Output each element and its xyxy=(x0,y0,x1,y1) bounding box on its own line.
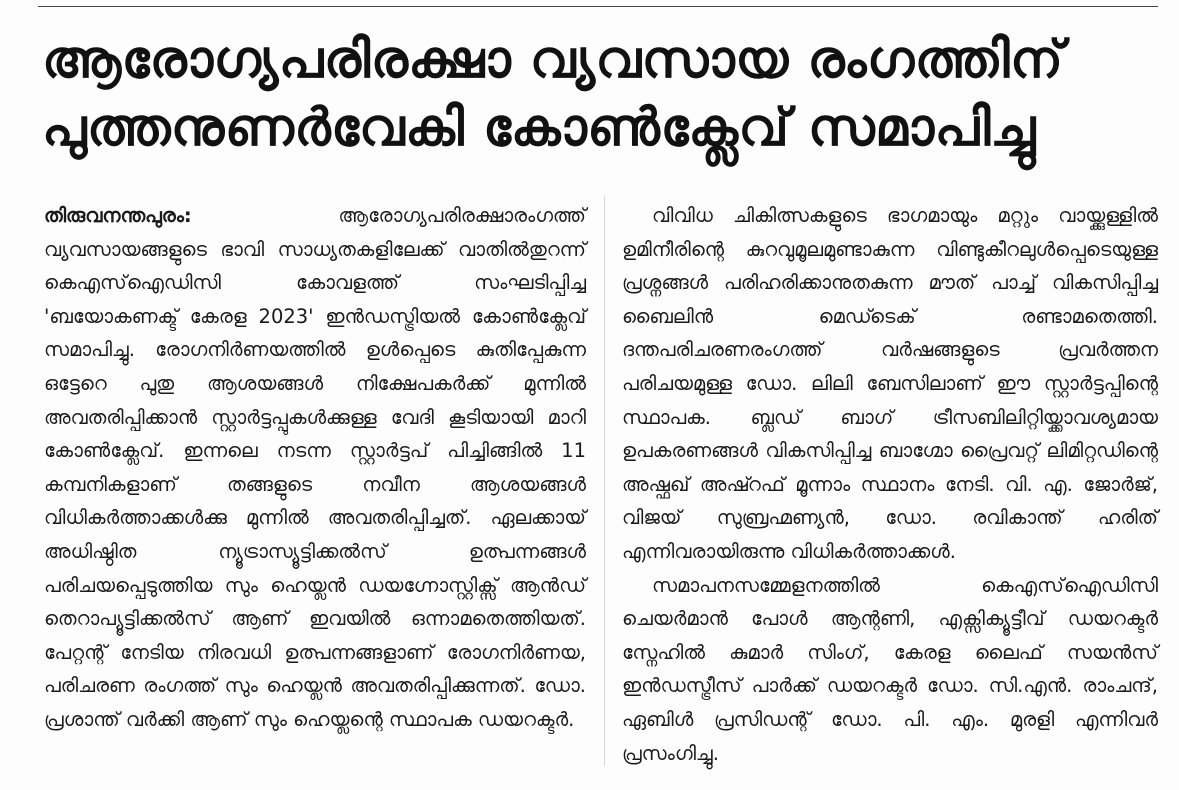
headline-line-1: ആരോഗ്യപരിരക്ഷാ വ്യവസായ രംഗത്തിന് xyxy=(42,30,1064,90)
headline-line-2: പുത്തനുണർവേകി കോൺക്ലേവ് സമാപിച്ചു xyxy=(42,98,1036,158)
left-paragraph-text: ആരോഗ്യപരിരക്ഷാരംഗത്ത് വ്യവസായങ്ങളുടെ ഭാവി സാധ്യതകളിലേക്ക് വാതിൽതുറന്ന് കെഎസ്ഐഡിസി കോവളത്ത് സംഘടിപ്പിച്ച 'ബയോകണക്ട് കേരള 2023' ഇൻഡസ്ട്രിയൽ കോൺക്ലേവ് സമാപിച്ചു. രോഗനിർണയത്തിൽ ഉൾപ്പെടെ കുതിപ്പേകുന്ന ഒട്ടേറെ പുതു ആശയങ്ങൾ നിക്ഷേപകർക്ക് മുന്നിൽ അവതരിപ്പിക്കാൻ സ്റ്റാർട്ടപ്പുകൾക്കുള്ള വേദി കൂടിയായി മാറി കോൺക്ലേവ്. ഇന്നലെ നടന്ന സ്റ്റാർട്ടപ് പിച്ചിങ്ങിൽ 11 കമ്പനികളാണ് തങ്ങളുടെ നവീന ആശയങ്ങൾ വിധികർത്താക്കൾക്കു മുന്നിൽ അവതരിപ്പിച്ചത്. ഏലക്കായ് അധിഷ്ഠിത ന്യൂട്രാസ്യൂട്ടിക്കൽസ് ഉത്പന്നങ്ങൾ പരിചയപ്പെടുത്തിയ സും ഹെയ്ലൻ ഡയഗ്നോസ്റ്റിക്സ് ആൻഡ് തെറാപ്യൂട്ടിക്കൽസ് ആണ് ഇവയിൽ ഒന്നാമതെത്തിയത്. പേറ്റന്റ് നേടിയ നിരവധി ഉത്പന്നങ്ങളാണ് രോഗനിർണയ, പരിചരണ രംഗത്ത് സും ഹെയ്ലൻ അവതരിപ്പിക്കുന്നത്. ഡോ. പ്രശാന്ത് വർക്കി ആണ് സും ഹെയ്ലന്റെ സ്ഥാപക ഡയറക്ടർ. xyxy=(44,204,586,731)
article-paragraph-left xyxy=(44,199,586,737)
article-paragraph-right-1: വിവിധ ചികിത്സകളുടെ ഭാഗമായും മറ്റും വായ്ക്കുള്ളിൽ ഉമിനീരിന്റെ കുറവുമൂലമുണ്ടാകുന്ന വിണ്ടുകീറലുൾപ്പെടെയുള്ള പ്രശ്നങ്ങൾ പരിഹരിക്കാനുതകുന്ന മൗത് പാച്ച് വികസിപ്പിച്ച ബൈലിൻ മെഡ്ടെക് രണ്ടാമതെത്തി. ദന്തപരിചരണരംഗത്ത് വർഷങ്ങളുടെ പ്രവർത്തന പരിചയമുള്ള ഡോ. ലിലി ബേസിലാണ് ഈ സ്റ്റാർട്ടപ്പിന്റെ സ്ഥാപക. ബ്ലഡ് ബാഗ് ട്രീസബിലിറ്റിയ്ക്കാവശ്യമായ ഉപകരണങ്ങൾ വികസിപ്പിച്ച ബാഗ്മോ പ്രൈവറ്റ് ലിമിറ്റഡിന്റെ അഷ്ഫഖ് അഷ്റഫ് മൂന്നാം സ്ഥാനം നേടി. വി. എ. ജോർജ്, വിജയ് സുബ്രഹ്മണ്യൻ, ഡോ. രവികാന്ത് ഹരിത് എന്നിവരായിരുന്നു വിധികർത്താക്കൾ. xyxy=(622,204,1158,563)
top-rule xyxy=(38,6,1158,7)
article-paragraph-right-2: സമാപനസമ്മേളനത്തിൽ കെഎസ്ഐഡിസി ചെയർമാൻ പോൾ ആന്റണി, എക്സിക്യൂട്ടീവ് ഡയറക്ടർ സ്നേഹിൽ കുമാർ സിംഗ്, കേരള ലൈഫ് സയൻസ് ഇൻഡസ്ട്രീസ് പാർക്ക് ഡയറക്ടർ ഡോ. സി.എൻ. രാംചന്ദ്, ഏബിൾ പ്രസിഡന്റ് ഡോ. പി. എം. മുരളി എന്നിവർ പ്രസംഗിച്ചു. xyxy=(622,573,1158,765)
dateline: തിരുവനന്തപുരം: xyxy=(44,204,192,227)
article-column-right xyxy=(622,199,1158,770)
column-divider xyxy=(604,196,605,766)
article-column-left xyxy=(44,199,586,737)
headline xyxy=(42,26,1162,162)
